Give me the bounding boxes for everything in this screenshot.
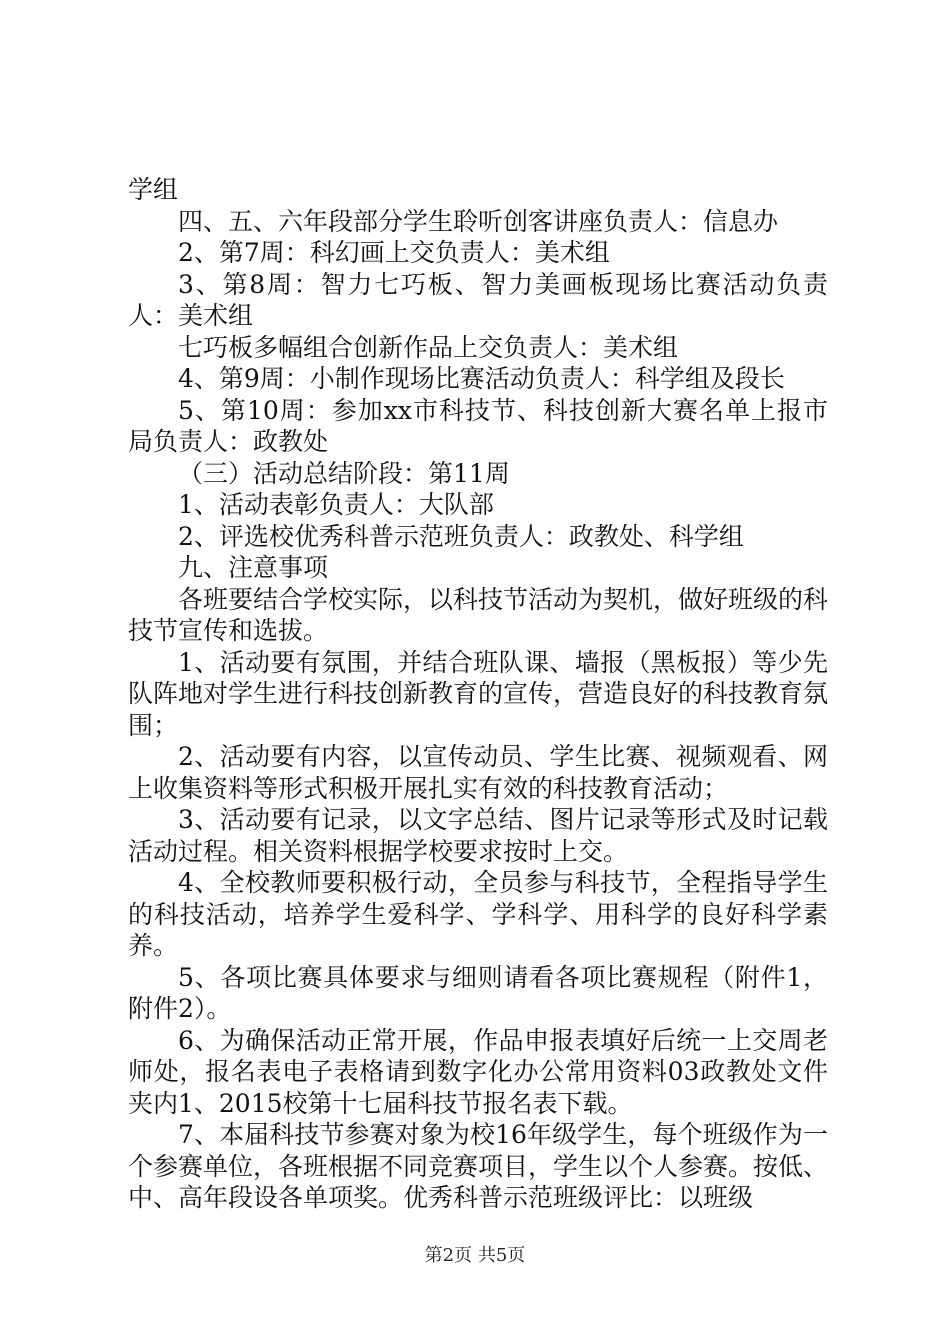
paragraph-5: 七巧板多幅组合创新作品上交负责人：美术组 (178, 332, 679, 362)
section-heading-notes: 九、注意事项 (178, 553, 329, 582)
paragraph-17: 5、各项比赛具体要求与细则请看各项比赛规程（附件1，附件2）。 (128, 962, 828, 1023)
paragraph-7: 5、第10周：参加xx市科技节、科技创新大赛名单上报市局负责人：政教处 (128, 395, 828, 456)
paragraph-1: 学组 (128, 175, 179, 204)
paragraph-15: 3、活动要有记录，以文字总结、图片记录等形式及时记载活动过程。相关资料根据学校要求按时上交。 (128, 805, 828, 866)
page-number-footer: 第2页 共5页 (424, 1245, 526, 1266)
paragraph-8: （三）活动总结阶段：第11周 (178, 458, 510, 488)
paragraph-4: 3、第8周：智力七巧板、智力美画板现场比赛活动负责人：美术组 (128, 269, 828, 330)
paragraph-16: 4、全校教师要积极行动，全员参与科技节，全程指导学生的科技活动，培养学生爱科学、学科学、用科学的良好科学素养。 (128, 868, 828, 960)
paragraph-10: 2、评选校优秀科普示范班负责人：政教处、科学组 (178, 521, 744, 551)
paragraph-14: 2、活动要有内容，以宣传动员、学生比赛、视频观看、网上收集资料等形式积极开展扎实有效的科技教育活动； (128, 742, 828, 803)
paragraph-2: 四、五、六年段部分学生聆听创客讲座负责人：信息办 (178, 206, 779, 236)
paragraph-18: 6、为确保活动正常开展，作品申报表填好后统一上交周老师处，报名表电子表格请到数字化办公常用资料03政教处文件夹内1、2015校第十七届科技节报名表下载。 (128, 1025, 828, 1118)
paragraph-6: 4、第9周：小制作现场比赛活动负责人：科学组及段长 (178, 364, 785, 393)
paragraph-13: 1、活动要有氛围，并结合班队课、墙报（黑板报）等少先队阵地对学生进行科技创新教育的宣传，营造良好的科技教育氛围； (128, 647, 829, 740)
paragraph-3: 2、第7周：科幻画上交负责人：美术组 (178, 238, 610, 267)
paragraph-12: 各班要结合学校实际，以科技节活动为契机，做好班级的科技节宣传和选拔。 (128, 584, 829, 645)
document-body (128, 174, 828, 1214)
paragraph-9: 1、活动表彰负责人：大队部 (178, 490, 494, 519)
paragraph-19: 7、本届科技节参赛对象为校16年级学生，每个班级作为一个参赛单位，各班根据不同竞赛项目，学生以个人参赛。按低、中、高年段设各单项奖。优秀科普示范班级评比：以班级 (128, 1120, 829, 1212)
